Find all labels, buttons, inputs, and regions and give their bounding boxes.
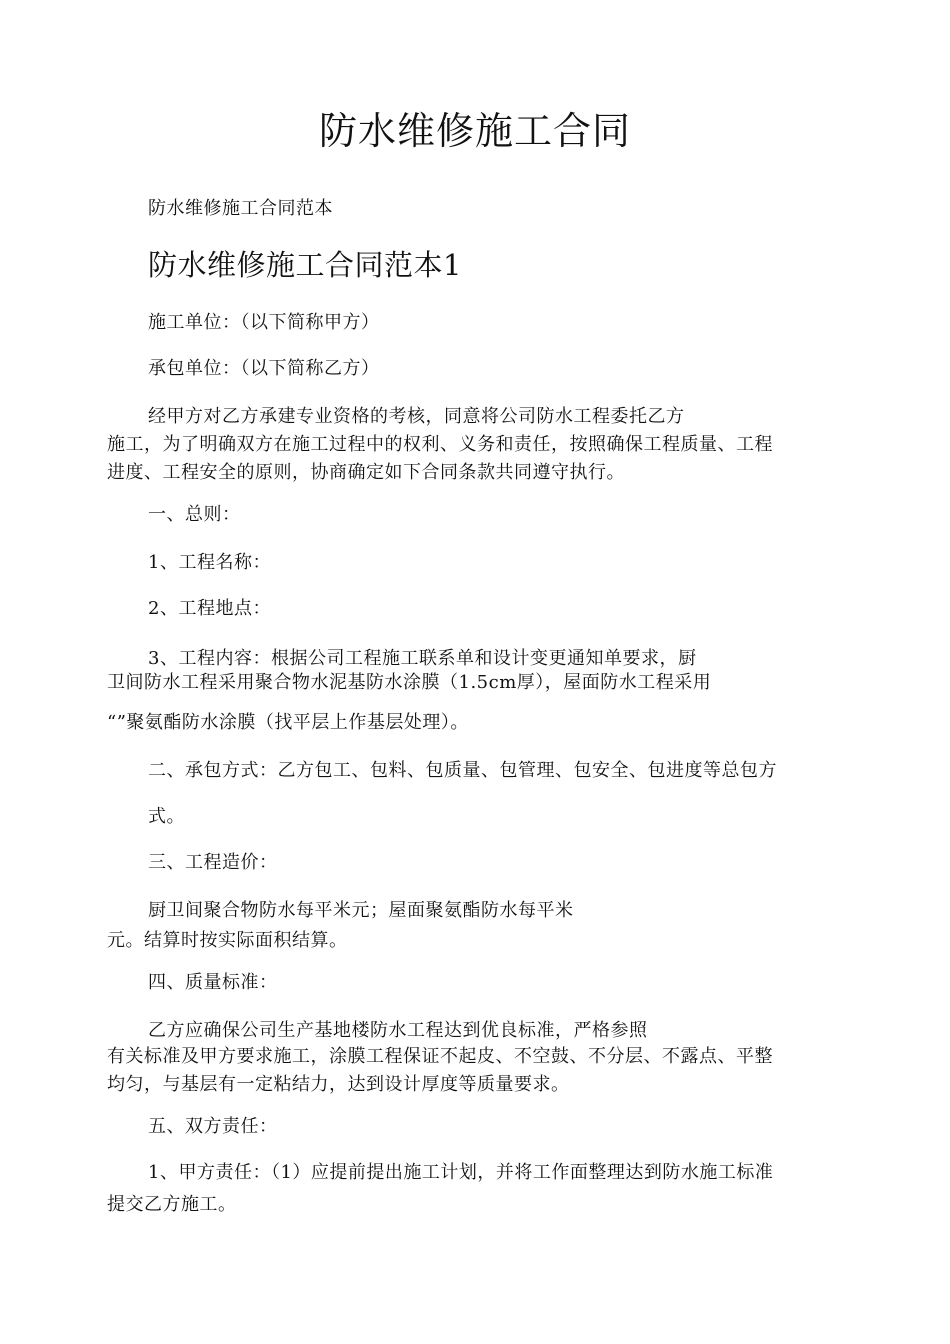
paragraph-line: 1、甲方责任：（1）应提前提出施工计划，并将工作面整理达到防水施工标准 [148, 1162, 774, 1183]
paragraph-line: 均匀，与基层有一定粘结力，达到设计厚度等质量要求。 [107, 1074, 570, 1095]
paragraph-line: 厨卫间聚合物防水每平米元；屋面聚氨酯防水每平米 [148, 900, 574, 921]
paragraph-line: 进度、工程安全的原则，协商确定如下合同条款共同遵守执行。 [107, 462, 625, 483]
paragraph-line: 四、质量标准： [148, 972, 278, 993]
paragraph-line: 三、工程造价： [148, 852, 278, 873]
paragraph-line: “”聚氨酯防水涂膜（找平层上作基层处理）。 [107, 712, 469, 733]
paragraph-line: 卫间防水工程采用聚合物水泥基防水涂膜（1.5cm厚），屋面防水工程采用 [107, 672, 712, 693]
paragraph-line: 施工单位：（以下简称甲方） [148, 312, 380, 333]
paragraph-line: 施工，为了明确双方在施工过程中的权利、义务和责任，按照确保工程质量、工程 [107, 434, 773, 455]
document-title: 防水维修施工合同 [318, 109, 631, 153]
paragraph-line: 有关标准及甲方要求施工，涂膜工程保证不起皮、不空鼓、不分层、不露点、平整 [107, 1046, 773, 1067]
paragraph-line: 乙方应确保公司生产基地楼防水工程达到优良标准，严格参照 [148, 1020, 648, 1041]
paragraph-line: 承包单位：（以下简称乙方） [148, 358, 380, 379]
document-subtitle: 防水维修施工合同范本 [148, 198, 333, 219]
paragraph-line: 元。结算时按实际面积结算。 [107, 930, 348, 951]
paragraph-line: 1、工程名称： [148, 552, 271, 573]
paragraph-line: 一、总则： [148, 504, 241, 525]
paragraph-line: 提交乙方施工。 [107, 1194, 237, 1215]
paragraph-line: 3、工程内容：根据公司工程施工联系单和设计变更通知单要求，厨 [148, 648, 697, 669]
paragraph-line: 2、工程地点： [148, 598, 271, 619]
paragraph-line: 式。 [148, 806, 185, 827]
section-heading: 防水维修施工合同范本1 [148, 248, 462, 282]
paragraph-line: 经甲方对乙方承建专业资格的考核，同意将公司防水工程委托乙方 [148, 406, 685, 427]
paragraph-line: 二、承包方式：乙方包工、包料、包质量、包管理、包安全、包进度等总包方 [148, 760, 777, 781]
paragraph-line: 五、双方责任： [148, 1116, 278, 1137]
